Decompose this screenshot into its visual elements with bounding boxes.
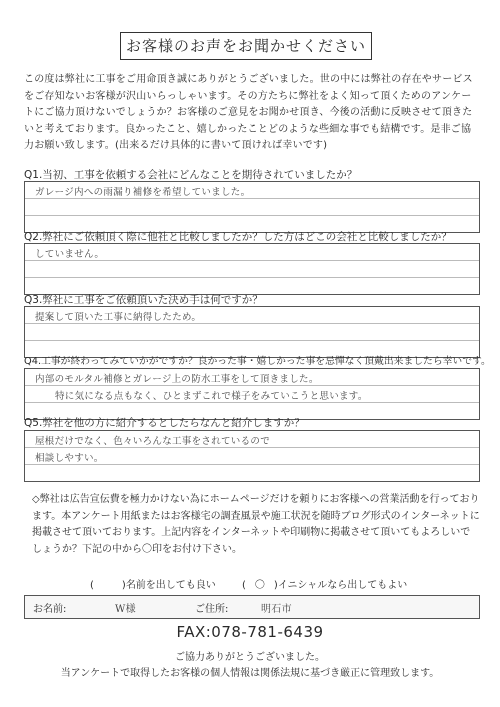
question-5: Q5.弊社を他の方に紹介するとしたらなんと紹介しますか？ <box>24 417 305 429</box>
answer-4-line-1: 内部のモルタル補修とガレージ上の防水工事をして頂きました。 <box>35 374 319 385</box>
consent-option-1-label: 名前を出しても良い <box>125 580 216 591</box>
page-title: お客様のお声をお聞かせください <box>120 32 372 60</box>
question-4: Q4.工事が終わってみていかがですか？良かった事・嬉しかった事を忌憚なく頂戴出来ましたら幸いです。 <box>24 356 491 367</box>
publication-notice: ◇弊社は広告宣伝費を極力かけない為にホームページだけを頼りにお客様への営業活動を行っております。本アンケート用紙またはお客様宅の調査風景や施工状況を随時ブログ形式のインターネットに掲載させて頂いております。上記内容をインターネットや印刷物に掲載させて頂いてもよろしいでしょうか？下記の中から〇印をお付け下さい。 <box>32 494 480 555</box>
privacy-notice: 当アンケートで取得したお客様の個人情報は関係法規に基づき厳正に管理致します。 <box>60 668 440 679</box>
consent-mark-2: 〇 <box>254 580 265 591</box>
address-label: ご住所: <box>195 604 229 615</box>
intro-text: この度は弊社に工事をご用命頂き誠にありがとうございました。世の中には弊社の存在やサービスをご存知ないお客様が沢山いらっしゃいます。その方たちに弊社をよく知って頂くためのアンケートにご協力頂けないでしょうか？お客様のご意見をお聞かせ頂き、今後の活動に反映させて頂きたいと考えております。良かったこと、嬉しかったことどのような些細な事でも結構です。是非ご協力お願い致します。(出来るだけ具体的に書いて頂ければ幸いです) <box>24 74 473 151</box>
answer-box-1[interactable] <box>24 181 480 233</box>
question-1: Q1.当初、工事を依頼する会社にどんなことを期待されていましたか？ <box>24 169 358 181</box>
name-address-box <box>24 595 480 619</box>
fax-number: FAX:078-781-6439 <box>176 623 324 641</box>
question-3: Q3.弊社に工事をご依頼頂いた決め手は何ですか？ <box>24 294 263 306</box>
answer-5-line-2: 相談しやすい。 <box>35 453 104 464</box>
question-2: Q2.弊社にご依頼頂く際に他社と比較しましたか？した方はどこの会社と比較しましたか？ <box>24 231 452 243</box>
answer-4-line-2: 特に気になる点もなく、ひとまずこれで様子をみていこうと思います。 <box>55 391 368 402</box>
answer-box-4[interactable] <box>24 368 480 420</box>
thanks-message: ご協力ありがとうございました。 <box>175 652 325 663</box>
consent-option-full-name[interactable]: ( )名前を出しても良い <box>90 580 216 591</box>
answer-box-2[interactable] <box>24 243 480 295</box>
answer-3-line-1: 提案して頂いた工事に納得したため。 <box>35 312 202 323</box>
answer-2-line-1: していません。 <box>35 249 105 260</box>
name-value[interactable]: W様 <box>115 604 136 615</box>
answer-1-line-1: ガレージ内への雨漏り補修を希望していました。 <box>35 187 251 198</box>
answer-box-3[interactable] <box>24 306 480 358</box>
answer-5-line-1: 屋根だけでなく、色々いろんな工事をされているので <box>35 436 271 447</box>
answer-box-5[interactable] <box>24 430 480 482</box>
consent-option-2-label: イニシャルなら出してもよい <box>277 580 408 591</box>
consent-option-initials[interactable]: ( 〇 )イニシャルなら出してもよい <box>242 576 407 591</box>
address-value[interactable]: 明石市 <box>261 604 292 615</box>
name-label: お名前: <box>33 604 67 615</box>
